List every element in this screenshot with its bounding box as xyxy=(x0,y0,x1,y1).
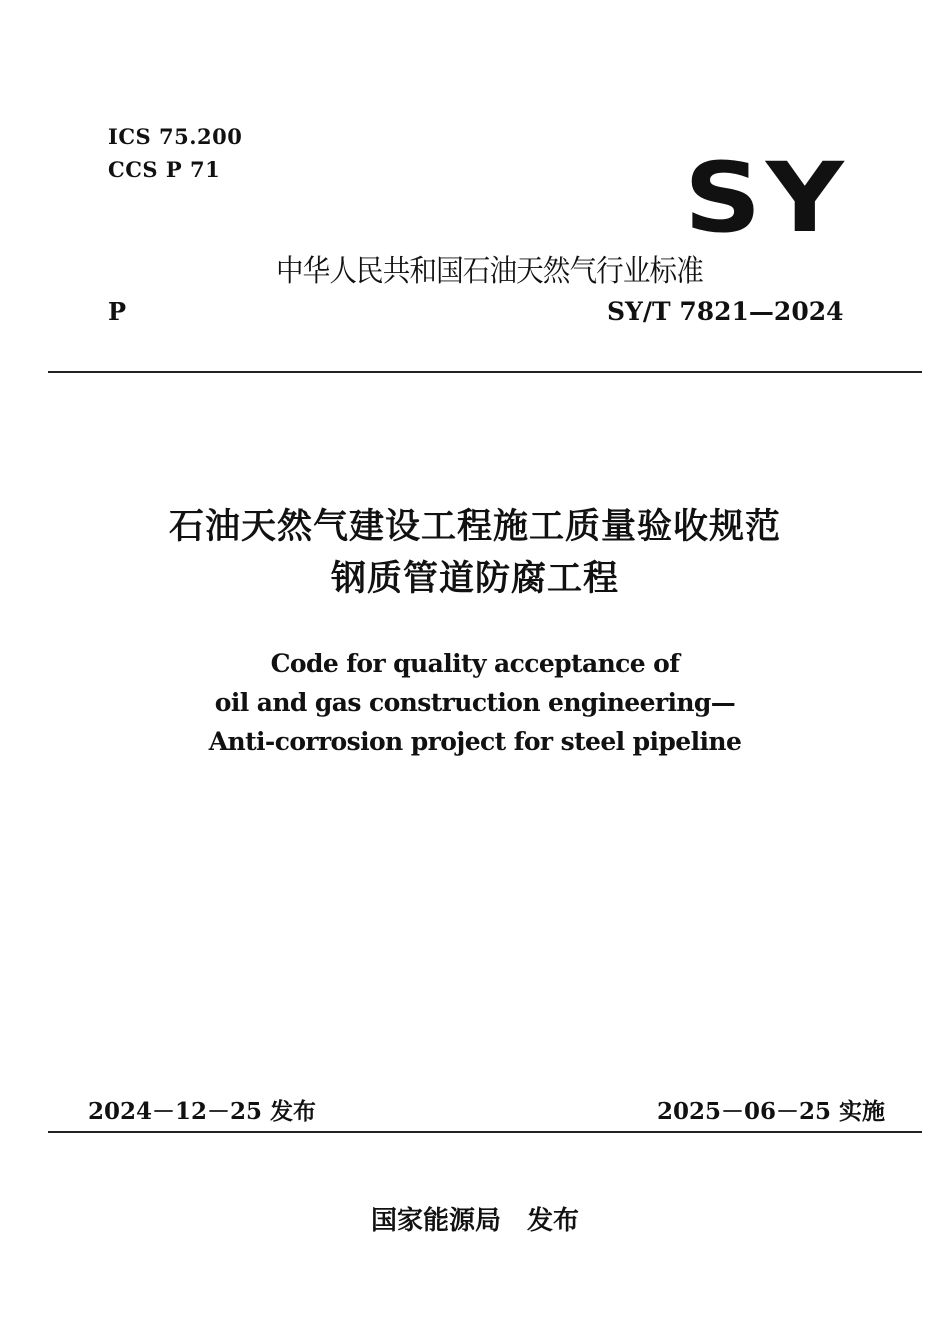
title-en-line1: Code for quality acceptance of xyxy=(270,649,680,678)
sy-logo: SY xyxy=(684,142,849,254)
bottom-divider xyxy=(48,1131,922,1133)
publisher: 国家能源局 发布 xyxy=(370,1206,579,1236)
standard-category: 中华人民共和国石油天然气行业标准 xyxy=(276,254,703,289)
top-divider xyxy=(48,371,922,373)
title-en-line2: oil and gas construction engineering— xyxy=(214,688,736,717)
classification-mark: P xyxy=(108,297,127,326)
implement-date: 2025－06－25 实施 xyxy=(657,1098,886,1125)
issue-date: 2024－12－25 发布 xyxy=(88,1098,317,1125)
standard-number: SY/T 7821—2024 xyxy=(607,297,844,326)
title-en-line3: Anti-corrosion project for steel pipeline xyxy=(208,727,742,756)
title-cn-line1: 石油天然气建设工程施工质量验收规范 xyxy=(168,507,781,547)
title-cn-line2: 钢质管道防腐工程 xyxy=(330,559,619,599)
ics-code: ICS 75.200 xyxy=(108,124,243,149)
ccs-code: CCS P 71 xyxy=(108,157,221,182)
